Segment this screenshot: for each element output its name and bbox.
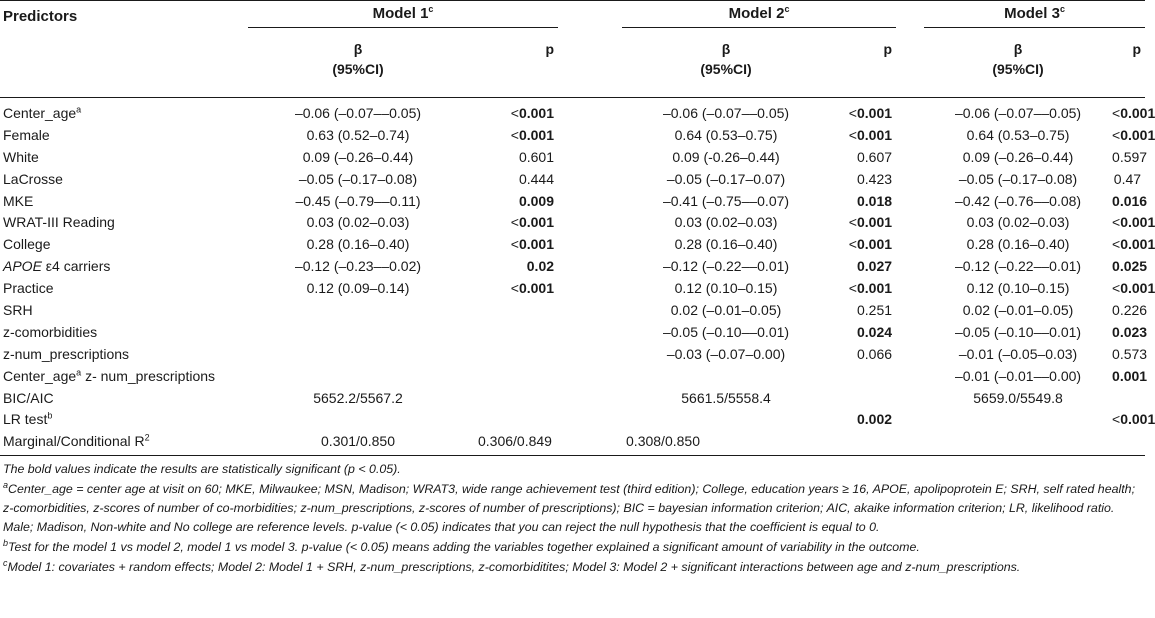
p-text: 0.001 [856, 280, 893, 297]
bic-aic-row [0, 387, 1145, 409]
p-value [830, 190, 896, 212]
spacer-cell [558, 124, 622, 146]
r2-value [622, 430, 830, 455]
p-value [1112, 343, 1148, 365]
predictor-label: LR test [3, 411, 48, 428]
p-value [830, 365, 896, 387]
p-text: 0.601 [518, 148, 555, 165]
p-value [468, 255, 558, 277]
p-text: 0.001 [1120, 214, 1155, 231]
predictor-name [0, 365, 248, 387]
spacer-cell [558, 233, 622, 255]
predictor-name [0, 408, 248, 430]
beta-value [924, 299, 1112, 321]
model-3-header: Model 3$^c$ [924, 1, 1145, 32]
beta-value [924, 146, 1112, 168]
beta-value [248, 277, 468, 299]
spacer-cell [896, 211, 924, 233]
beta-text: 0.09 (–0.26–0.44) [962, 148, 1074, 165]
spacer-cell [896, 299, 924, 321]
beta-text: 0.63 (0.52–0.74) [306, 126, 410, 143]
beta-text: –0.03 (–0.07–0.00) [666, 345, 786, 362]
beta-value [248, 321, 468, 343]
spacer-cell [896, 190, 924, 212]
p-text: 0.001 [518, 214, 555, 231]
beta-value [622, 146, 830, 168]
beta-text: –0.01 (–0.01––0.00) [954, 367, 1082, 384]
bic-aic-value [924, 387, 1112, 409]
p-value [830, 277, 896, 299]
r2-value [468, 430, 622, 455]
spacer-cell [558, 321, 622, 343]
p-value [1112, 124, 1155, 146]
model-2-header: Model 2$^c$ [622, 1, 896, 32]
spacer-cell [896, 98, 924, 124]
beta-value [924, 168, 1112, 190]
spacer-cell [558, 299, 622, 321]
p-header: p [883, 41, 893, 57]
beta-value [248, 98, 468, 124]
p-text: 0.001 [518, 236, 555, 253]
beta-text: 0.09 (-0.26–0.44) [672, 148, 780, 165]
beta-text: 0.02 (–0.01–0.05) [962, 301, 1074, 318]
empty-cell [830, 430, 896, 455]
p-value [468, 321, 558, 343]
predictor-label: z-comorbidities [3, 323, 98, 340]
predictor-label: SRH [3, 301, 33, 318]
bic-aic-value [248, 387, 468, 409]
predictor-label: WRAT-III Reading [3, 214, 115, 231]
table-row [0, 321, 1145, 343]
beta-header: β (95%CI) [332, 41, 384, 77]
beta-text: –0.06 (–0.07––0.05) [662, 104, 790, 121]
beta-value [924, 233, 1112, 255]
p-prefix: < [510, 236, 519, 253]
spacer-cell [558, 146, 622, 168]
predictor-label: LaCrosse [3, 170, 63, 187]
spacer-cell [896, 233, 924, 255]
beta-text: –0.05 (–0.10––0.01) [954, 323, 1082, 340]
predictor-name [0, 430, 248, 455]
beta-text: 0.12 (0.09–0.14) [306, 280, 410, 297]
p-value [468, 168, 558, 190]
p-text: 0.226 [1112, 301, 1148, 318]
r2-value [248, 430, 468, 455]
beta-text: –0.12 (–0.22––0.01) [954, 258, 1082, 275]
p-value [1112, 408, 1155, 430]
bic-text: 5652.2/5567.2 [313, 389, 403, 406]
beta-value [924, 343, 1112, 365]
predictor-name [0, 146, 248, 168]
beta-text: –0.01 (–0.05–0.03) [958, 345, 1078, 362]
spacer-cell [896, 430, 924, 455]
spacer-cell [896, 387, 924, 409]
p-prefix: < [848, 280, 857, 297]
p-prefix: < [1112, 214, 1121, 231]
beta-text: 0.28 (0.16–0.40) [306, 236, 410, 253]
predictor-name [0, 343, 248, 365]
p-prefix: < [1112, 411, 1121, 428]
beta-text: 0.09 (–0.26–0.44) [302, 148, 414, 165]
p-value [468, 98, 558, 124]
predictor-name [0, 321, 248, 343]
predictor-label: Center_age [3, 367, 77, 384]
p-text: 0.009 [518, 192, 555, 209]
p-value [830, 321, 896, 343]
p-text: 0.607 [856, 148, 893, 165]
beta-text: –0.05 (–0.17–0.07) [666, 170, 786, 187]
predictor-name [0, 255, 248, 277]
table-row [0, 168, 1145, 190]
r2-text: 0.306/0.849 [478, 433, 552, 450]
p-text: 0.001 [518, 126, 555, 143]
p-text: 0.251 [856, 301, 893, 318]
p-text: 0.001 [1120, 411, 1155, 428]
superscript: a [76, 366, 82, 377]
beta-text: –0.05 (–0.10––0.01) [662, 323, 790, 340]
beta-value [924, 365, 1112, 387]
beta-value [248, 168, 468, 190]
p-value [830, 211, 896, 233]
table-row [0, 365, 1145, 387]
p-value [1112, 299, 1148, 321]
beta-text: 0.64 (0.53–0.75) [674, 126, 778, 143]
beta-text: –0.06 (–0.07––0.05) [954, 104, 1082, 121]
predictor-label: MKE [3, 192, 34, 209]
p-text: 0.001 [518, 280, 555, 297]
p-value [468, 146, 558, 168]
empty-cell [468, 408, 558, 430]
predictor-label: Practice [3, 280, 54, 297]
bold-note: The bold values indicate the results are statistically significant (p < 0.05). [3, 462, 401, 476]
superscript: b [47, 410, 53, 421]
p-text: 0.018 [856, 192, 893, 209]
p-value [1112, 146, 1148, 168]
beta-text: 0.28 (0.16–0.40) [966, 236, 1070, 253]
spacer-cell [558, 387, 622, 409]
p-value [830, 255, 896, 277]
predictor-name [0, 124, 248, 146]
beta-text: –0.41 (–0.75––0.07) [662, 192, 790, 209]
beta-value [924, 277, 1112, 299]
spacer-cell [558, 343, 622, 365]
p-value [468, 299, 558, 321]
empty-cell [622, 408, 830, 430]
spacer-cell [896, 277, 924, 299]
table-row [0, 233, 1145, 255]
predictor-label: APOE [3, 258, 42, 275]
spacer-cell [558, 211, 622, 233]
p-value [1112, 190, 1148, 212]
beta-value [622, 190, 830, 212]
superscript: 2 [144, 432, 150, 443]
beta-text: 0.02 (–0.01–0.05) [670, 301, 782, 318]
empty-cell [924, 408, 1112, 430]
p-text: 0.597 [1112, 148, 1148, 165]
beta-text: 0.03 (0.02–0.03) [966, 214, 1070, 231]
predictor-label: BIC/AIC [3, 389, 54, 406]
p-prefix: < [510, 280, 519, 297]
p-value [830, 168, 896, 190]
beta-value [622, 233, 830, 255]
predictor-name [0, 387, 248, 409]
spacer-cell [896, 408, 924, 430]
p-text: 0.444 [518, 170, 555, 187]
p-value [1112, 168, 1145, 190]
footnote-c: $^c$Model 1: covariates + random effects; Model 2: Model 1 + SRH, z-num_prescriptions, z-comorbiditites; Model 3: Model 2 + significant interactions between age and z-num_prescriptions. [3, 557, 1021, 574]
beta-text: –0.06 (–0.07––0.05) [294, 104, 422, 121]
p-value [468, 365, 558, 387]
beta-value [248, 255, 468, 277]
spacer-cell [896, 168, 924, 190]
p-value [468, 211, 558, 233]
p-prefix: < [510, 126, 519, 143]
predictor-label: College [3, 236, 51, 253]
p-value [468, 124, 558, 146]
beta-value [248, 190, 468, 212]
p-text: 0.423 [856, 170, 893, 187]
p-value [1112, 321, 1148, 343]
beta-value [248, 365, 468, 387]
r2-text: 0.308/0.850 [626, 433, 700, 450]
p-prefix: < [848, 236, 857, 253]
empty-cell [1112, 387, 1145, 409]
p-value [468, 190, 558, 212]
beta-value [924, 124, 1112, 146]
p-prefix: < [848, 126, 857, 143]
model-1-header: Model 1$^c$ [248, 1, 558, 32]
table-row [0, 299, 1145, 321]
beta-value [248, 124, 468, 146]
beta-value [622, 299, 830, 321]
spacer-cell [896, 146, 924, 168]
beta-value [622, 168, 830, 190]
predictors-header: Predictors [0, 1, 248, 32]
beta-text: –0.42 (–0.76––0.08) [954, 192, 1082, 209]
spacer-cell [558, 365, 622, 387]
p-text: 0.002 [856, 411, 893, 428]
beta-value [622, 343, 830, 365]
beta-value [622, 211, 830, 233]
p-prefix: < [1112, 280, 1121, 297]
p-value [1112, 233, 1155, 255]
beta-value [622, 365, 830, 387]
table-row [0, 98, 1145, 124]
spacer-cell [558, 98, 622, 124]
p-value [1112, 211, 1155, 233]
p-value [468, 233, 558, 255]
beta-text: 0.03 (0.02–0.03) [674, 214, 778, 231]
p-text: 0.027 [856, 258, 893, 275]
beta-value [248, 146, 468, 168]
p-prefix: < [510, 214, 519, 231]
beta-value [622, 98, 830, 124]
p-text: 0.023 [1112, 323, 1148, 340]
beta-value [924, 321, 1112, 343]
p-text: 0.47 [1113, 170, 1142, 187]
table-row [0, 255, 1145, 277]
bic-text: 5661.5/5558.4 [681, 389, 771, 406]
table-row [0, 343, 1145, 365]
p-prefix: < [1112, 236, 1121, 253]
p-value [830, 299, 896, 321]
beta-value [248, 233, 468, 255]
table-row [0, 124, 1145, 146]
spacer-cell [896, 321, 924, 343]
footnote-a: $^a$Center_age = center age at visit on 60; MKE, Milwaukee; MSN, Madison; WRAT3, wide range achievement test (third edition); College, education years ≥ 16, APOE, apolipoprotein E; SRH, self rated health; z-comorbidities, z-scores of number of co-morbidities; z-num_prescriptions, z-scores of number of prescriptions); BIC = bayesian information criterion; AIC, akaike information criterion; LR, likelihood ratio. Male; Madison, Non-white and No college are reference levels. p-value (< 0.05) indicates that you can reject the null hypothesis that the coefficient is equal to 0. [3, 479, 1136, 534]
p-prefix: < [848, 104, 857, 121]
beta-text: –0.05 (–0.17–0.08) [298, 170, 418, 187]
p-value [468, 277, 558, 299]
bic-text: 5659.0/5549.8 [973, 389, 1063, 406]
p-text: 0.02 [526, 258, 555, 275]
empty-cell [468, 387, 558, 409]
p-value [1112, 277, 1155, 299]
beta-value [622, 124, 830, 146]
table-row [0, 190, 1145, 212]
predictor-label: z-num_prescriptions [3, 345, 130, 362]
p-prefix: < [1112, 104, 1121, 121]
spacer-cell [558, 190, 622, 212]
predictor-name [0, 299, 248, 321]
empty-cell [1112, 430, 1145, 455]
beta-value [622, 321, 830, 343]
beta-value [248, 211, 468, 233]
beta-value [622, 255, 830, 277]
beta-header: β (95%CI) [992, 41, 1044, 77]
predictor-label: White [3, 148, 39, 165]
p-text: 0.573 [1112, 345, 1148, 362]
predictor-label-rest: z- num_prescriptions [81, 367, 216, 384]
beta-text: –0.45 (–0.79––0.11) [295, 192, 421, 209]
predictor-name [0, 277, 248, 299]
table-footnotes [3, 460, 1141, 577]
p-text: 0.001 [1112, 367, 1148, 384]
p-value [830, 233, 896, 255]
lr-test-row [0, 408, 1145, 430]
p-text: 0.001 [1120, 126, 1155, 143]
table-row [0, 277, 1145, 299]
predictor-name [0, 190, 248, 212]
beta-value [924, 255, 1112, 277]
p-header: p [545, 41, 555, 57]
beta-value [924, 211, 1112, 233]
beta-value [248, 343, 468, 365]
p-text: 0.001 [856, 104, 893, 121]
r2-text: 0.301/0.850 [321, 433, 395, 450]
beta-text: 0.64 (0.53–0.75) [966, 126, 1070, 143]
p-prefix: < [510, 104, 519, 121]
p-value [1112, 255, 1148, 277]
p-value [830, 98, 896, 124]
r2-row [0, 430, 1145, 455]
predictor-name [0, 168, 248, 190]
spacer-cell [896, 343, 924, 365]
p-text: 0.066 [856, 345, 893, 362]
empty-cell [924, 430, 1112, 455]
spacer-cell [558, 255, 622, 277]
p-text: 0.001 [1120, 104, 1155, 121]
table-row [0, 146, 1145, 168]
p-prefix: < [848, 214, 857, 231]
p-value [830, 408, 896, 430]
p-text: 0.001 [1120, 236, 1155, 253]
beta-text: 0.03 (0.02–0.03) [306, 214, 410, 231]
p-text: 0.001 [856, 214, 893, 231]
spacer-cell [558, 277, 622, 299]
p-text: 0.024 [856, 323, 893, 340]
p-text: 0.001 [856, 126, 893, 143]
beta-text: 0.12 (0.10–0.15) [966, 280, 1070, 297]
p-text: 0.001 [518, 104, 555, 121]
p-text: 0.025 [1112, 258, 1148, 275]
spacer-cell [896, 255, 924, 277]
p-value [1112, 98, 1155, 124]
beta-value [248, 299, 468, 321]
p-value [1112, 365, 1148, 387]
p-prefix: < [1112, 126, 1121, 143]
p-value [468, 343, 558, 365]
predictor-name [0, 211, 248, 233]
predictor-name [0, 233, 248, 255]
beta-text: –0.05 (–0.17–0.08) [958, 170, 1078, 187]
beta-text: –0.12 (–0.23––0.02) [294, 258, 422, 275]
spacer-cell [896, 124, 924, 146]
p-text: 0.016 [1112, 192, 1148, 209]
predictor-label: Marginal/Conditional R [3, 433, 145, 450]
spacer-cell [558, 168, 622, 190]
p-value [830, 343, 896, 365]
footnote-b: $^b$Test for the model 1 vs model 2, model 1 vs model 3. p-value (< 0.05) means adding the variables together explained a significant amount of variability in the outcome. [3, 537, 920, 554]
beta-text: –0.12 (–0.22––0.01) [662, 258, 790, 275]
predictor-label: Center_age [3, 104, 77, 121]
table-row [0, 211, 1145, 233]
bic-aic-value [622, 387, 830, 409]
p-text: 0.001 [1120, 280, 1155, 297]
p-value [830, 124, 896, 146]
p-header: p [1132, 41, 1142, 57]
beta-header: β (95%CI) [700, 41, 752, 77]
empty-cell [248, 408, 468, 430]
spacer-cell [896, 365, 924, 387]
beta-value [622, 277, 830, 299]
spacer-cell [558, 408, 622, 430]
beta-value [924, 190, 1112, 212]
predictor-label: Female [3, 126, 50, 143]
beta-value [924, 98, 1112, 124]
beta-text: 0.28 (0.16–0.40) [674, 236, 778, 253]
predictor-name [0, 98, 248, 124]
p-text: 0.001 [856, 236, 893, 253]
p-value [830, 146, 896, 168]
empty-cell [830, 387, 896, 409]
superscript: a [76, 104, 82, 115]
beta-text: 0.12 (0.10–0.15) [674, 280, 778, 297]
predictor-label-rest: ε4 carriers [41, 258, 111, 275]
